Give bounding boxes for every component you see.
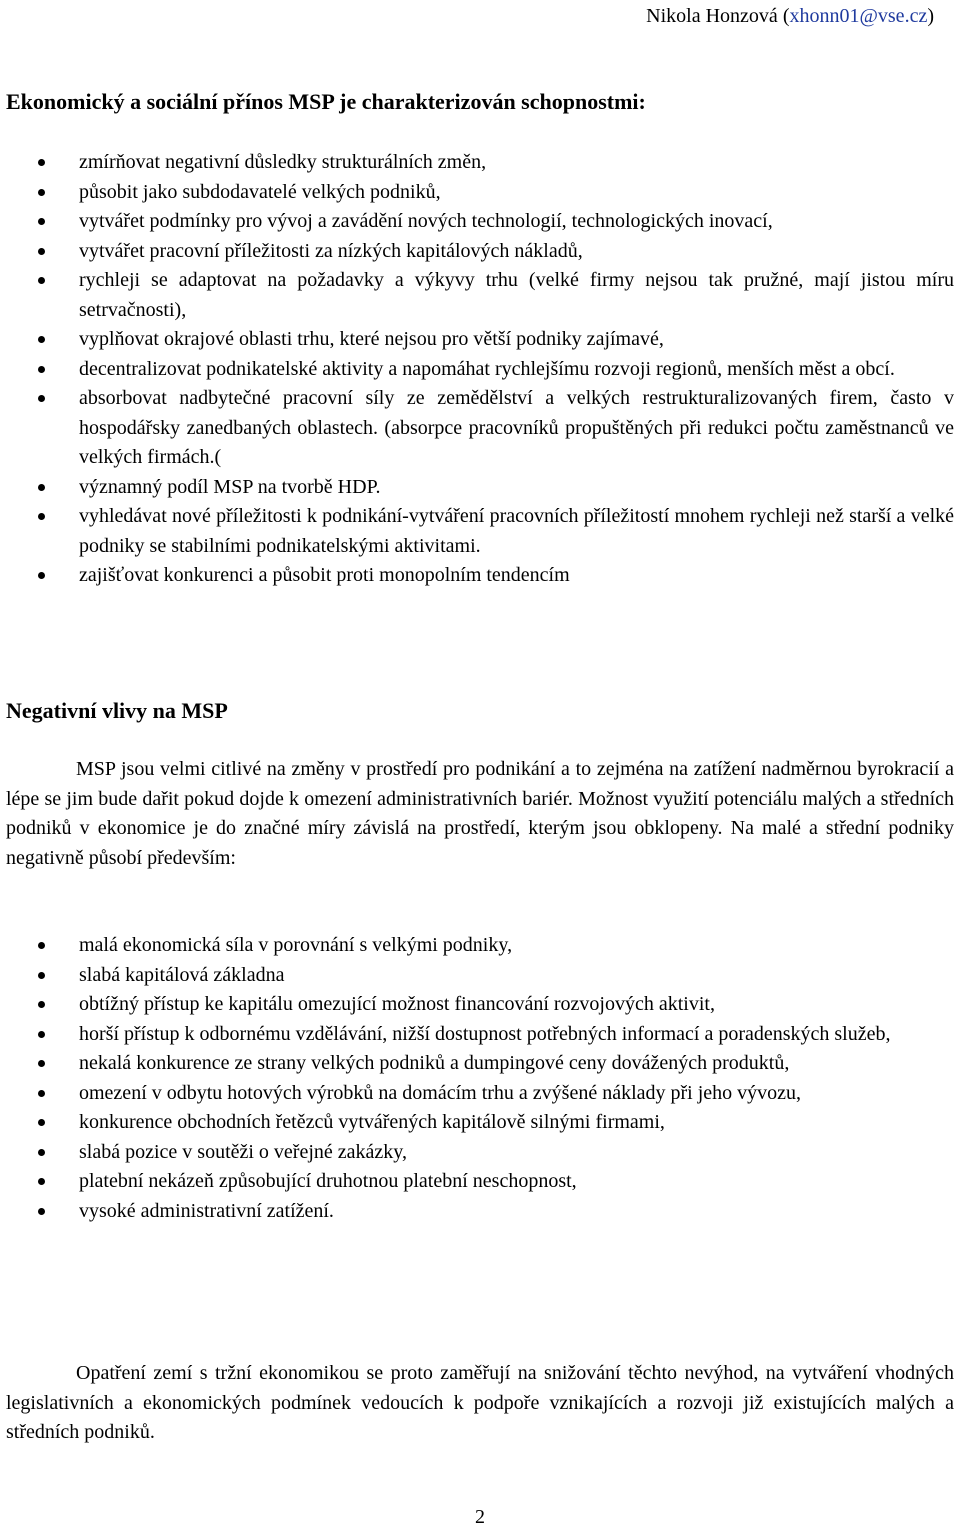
list-item: malá ekonomická síla v porovnání s velkými podniky, — [0, 931, 954, 961]
list-item: vyhledávat nové příležitosti k podnikání-vytváření pracovních příležitostí mnohem rychleji než starší a velké podniky se stabilními podnikatelskými aktivitami. — [0, 502, 954, 561]
list-item: rychleji se adaptovat na požadavky a výkyvy trhu (velké firmy nejsou tak pružné, mají jistou míru setrvačnosti), — [0, 266, 954, 325]
email-link[interactable]: xhonn01@vse.cz — [789, 5, 928, 27]
page-header — [646, 4, 934, 28]
list-item: vytvářet pracovní příležitosti za nízkých kapitálových nákladů, — [0, 237, 954, 267]
section1-heading: Ekonomický a sociální přínos MSP je charakterizován schopnostmi: — [6, 89, 646, 114]
list-item: horší přístup k odbornému vzdělávání, nižší dostupnost potřebných informací a poradenských služeb, — [0, 1020, 954, 1050]
list-item: nekalá konkurence ze strany velkých podniků a dumpingové ceny dovážených produktů, — [0, 1049, 954, 1079]
list-item: zajišťovat konkurenci a působit proti monopolním tendencím — [0, 561, 954, 591]
list-item: vyplňovat okrajové oblasti trhu, které nejsou pro větší podniky zajímavé, — [0, 325, 954, 355]
list-item: platební nekázeň způsobující druhotnou platební neschopnost, — [0, 1167, 954, 1197]
list-item: vytvářet podmínky pro vývoj a zavádění nových technologií, technologických inovací, — [0, 207, 954, 237]
email-open-paren: ( — [782, 5, 790, 27]
section2-intro-paragraph: MSP jsou velmi citlivé na změny v prostředí pro podnikání a to zejména na zatížení nadměrnou byrokracií a lépe se jim bude dařit pokud dojde k omezení administrativních bariér. Možnost využití potenciálu malých a středních podniků v ekonomice je do značné míry závislá na prostředí, kterým jsou obklopeny. Na malé a střední podniky negativně působí především: — [6, 758, 954, 869]
list-item: decentralizovat podnikatelské aktivity a napomáhat rychlejšímu rozvoji regionů, menších měst a obcí. — [0, 355, 954, 385]
list-item: působit jako subdodavatelé velkých podniků, — [0, 178, 954, 208]
list-item: obtížný přístup ke kapitálu omezující možnost financování rozvojových aktivit, — [0, 990, 954, 1020]
author-name: Nikola Honzová — [646, 5, 778, 27]
section2-heading: Negativní vlivy na MSP — [6, 698, 228, 723]
email-close-paren: ) — [927, 5, 934, 27]
list-item: absorbovat nadbytečné pracovní síly ze zemědělství a velkých restrukturalizovaných firem, často v hospodářsky zanedbaných oblastech. (absorpce pracovníků propuštěných při redukci počtu zaměstnanců ve velkých firmách.( — [0, 384, 954, 473]
section2-list — [0, 931, 954, 1226]
page-number: 2 — [475, 1506, 485, 1528]
list-item: zmírňovat negativní důsledky strukturálních změn, — [0, 148, 954, 178]
section1-list — [0, 148, 954, 591]
list-item: slabá pozice v soutěži o veřejné zakázky, — [0, 1138, 954, 1168]
list-item: významný podíl MSP na tvorbě HDP. — [0, 473, 954, 503]
list-item: vysoké administrativní zatížení. — [0, 1197, 954, 1227]
list-item: slabá kapitálová základna — [0, 961, 954, 991]
list-item: konkurence obchodních řetězců vytvářených kapitálově silnými firmami, — [0, 1108, 954, 1138]
closing-paragraph: Opatření zemí s tržní ekonomikou se proto zaměřují na snižování těchto nevýhod, na vytváření vhodných legislativních a ekonomických podmínek vedoucích k podpoře vznikajících a rozvoji již existujících malých a středních podniků. — [6, 1362, 954, 1443]
list-item: omezení v odbytu hotových výrobků na domácím trhu a zvýšené náklady při jeho vývozu, — [0, 1079, 954, 1109]
